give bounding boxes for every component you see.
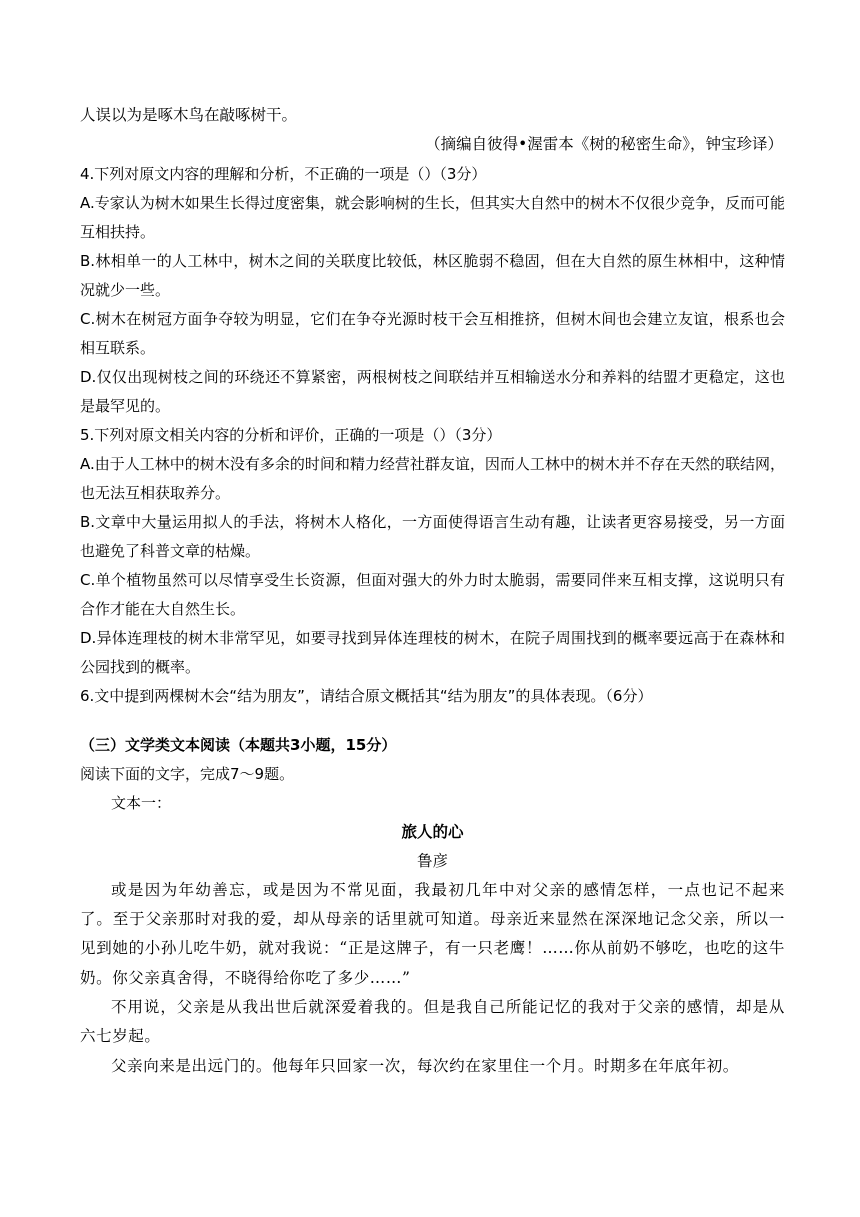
story-paragraph-1: 或是因为年幼善忘，或是因为不常见面，我最初几年中对父亲的感情怎样，一点也记不起来了。至于父亲那时对我的爱，却从母亲的话里就可知道。母亲近来显然在深深地记念父亲，所以一见到她的小孙儿吃牛奶，就对我说：“正是这牌子，有一只老鹰！……你从前奶不够吃，也吃的这牛奶。你父亲真舍得，不晓得给你吃了多少……” xyxy=(80,880,785,987)
question-4-stem: 4.下列对原文内容的理解和分析，不正确的一项是（）（3分） xyxy=(80,164,487,183)
passage-last-line: 人误以为是啄木鸟在敲啄树干。 xyxy=(80,106,298,124)
question-6-stem: 6.文中提到两棵树木会“结为朋友”，请结合原文概括其“结为朋友”的具体表现。（6分） xyxy=(80,686,653,705)
story-author: 鲁彦 xyxy=(416,851,448,870)
story-paragraph-2: 不用说，父亲是从我出世后就深爱着我的。但是我自己所能记忆的我对于父亲的感情，却是从六七岁起。 xyxy=(80,998,785,1046)
question-4-option-b: B.林相单一的人工林中，树木之间的关联度比较低，林区脆弱不稳固，但在大自然的原生林相中，这种情况就少一些。 xyxy=(80,251,785,299)
question-5-option-c: C.单个植物虽然可以尽情享受生长资源，但面对强大的外力时太脆弱，需要同伴来互相支撑，这说明只有合作才能在大自然生长。 xyxy=(80,570,785,618)
section-3-heading: （三）文学类文本阅读（本题共3小题，15分） xyxy=(80,735,397,754)
question-4-option-a: A.专家认为树木如果生长得过度密集，就会影响树的生长，但其实大自然中的树木不仅很少竞争，反而可能互相扶持。 xyxy=(80,193,785,241)
exam-page xyxy=(80,101,785,1081)
question-4-option-d: D.仅仅出现树枝之间的环绕还不算紧密，两根树枝之间联结并互相输送水分和养料的结盟才更稳定，这也是最罕见的。 xyxy=(80,367,785,415)
question-5-stem: 5.下列对原文相关内容的分析和评价，正确的一项是（）（3分） xyxy=(80,425,502,444)
story-title: 旅人的心 xyxy=(401,822,464,841)
question-5-option-a: A.由于人工林中的树木没有多余的时间和精力经营社群友谊，因而人工林中的树木并不存在天然的联结网，也无法互相获取养分。 xyxy=(80,454,785,502)
question-4-option-c: C.树木在树冠方面争夺较为明显，它们在争夺光源时枝干会互相推挤，但树木间也会建立友谊，根系也会相互联系。 xyxy=(80,309,785,357)
section-gap xyxy=(80,711,785,731)
text-one-label: 文本一： xyxy=(111,793,172,812)
question-5-option-b: B.文章中大量运用拟人的手法，将树木人格化，一方面使得语言生动有趣，让读者更容易接受，另一方面也避免了科普文章的枯燥。 xyxy=(80,512,785,560)
story-paragraph-3: 父亲向来是出远门的。他每年只回家一次，每次约在家里住一个月。时期多在年底年初。 xyxy=(111,1056,739,1075)
section-3-instruction: 阅读下面的文字，完成7～9题。 xyxy=(80,764,295,783)
passage-source: （摘编自彼得•渥雷本《树的秘密生命》，钟宝珍译） xyxy=(425,135,783,154)
question-5-option-d: D.异体连理枝的树木非常罕见，如要寻找到异体连理枝的树木，在院子周围找到的概率要远高于在森林和公园找到的概率。 xyxy=(80,628,785,676)
